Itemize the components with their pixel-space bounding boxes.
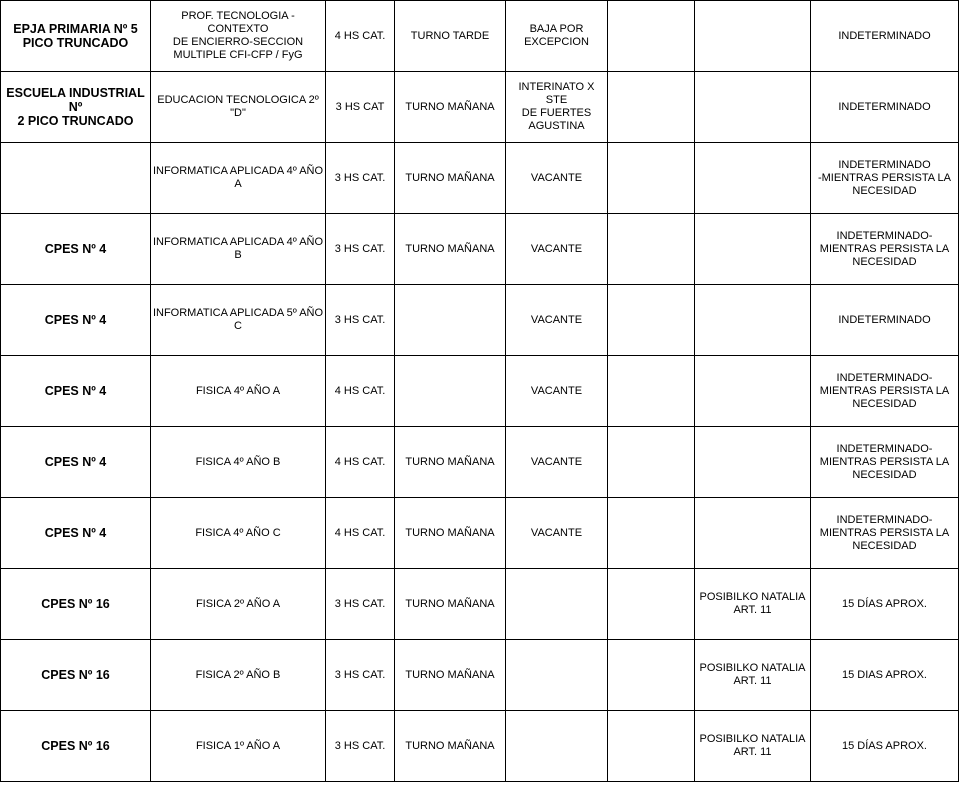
school-cell: EPJA PRIMARIA Nº 5 PICO TRUNCADO: [1, 1, 151, 72]
empty-cell: [608, 356, 695, 427]
shift-cell: TURNO MAÑANA: [395, 72, 506, 143]
empty-cell: [608, 569, 695, 640]
reason-cell: [506, 711, 608, 782]
table-row: [1, 427, 959, 498]
empty-cell: [608, 711, 695, 782]
replaced-teacher-cell: [695, 285, 811, 356]
table-row: [1, 1, 959, 72]
school-cell: [1, 143, 151, 214]
table-row: [1, 143, 959, 214]
replaced-teacher-cell: POSIBILKO NATALIA ART. 11: [695, 640, 811, 711]
shift-cell: TURNO MAÑANA: [395, 569, 506, 640]
shift-cell: TURNO MAÑANA: [395, 214, 506, 285]
replaced-teacher-cell: [695, 143, 811, 214]
table-row: [1, 711, 959, 782]
replaced-teacher-cell: POSIBILKO NATALIA ART. 11: [695, 569, 811, 640]
duration-cell: INDETERMINADO: [811, 72, 959, 143]
reason-cell: VACANTE: [506, 214, 608, 285]
hours-cell: 4 HS CAT.: [326, 498, 395, 569]
reason-cell: BAJA POR EXCEPCION: [506, 1, 608, 72]
empty-cell: [608, 214, 695, 285]
replaced-teacher-cell: [695, 1, 811, 72]
subject-cell: FISICA 4º AÑO A: [151, 356, 326, 427]
hours-cell: 3 HS CAT.: [326, 285, 395, 356]
reason-cell: VACANTE: [506, 356, 608, 427]
school-cell: CPES Nº 4: [1, 285, 151, 356]
shift-cell: [395, 356, 506, 427]
empty-cell: [608, 1, 695, 72]
duration-cell: INDETERMINADO- MIENTRAS PERSISTA LA NECESIDAD: [811, 498, 959, 569]
duration-cell: INDETERMINADO: [811, 1, 959, 72]
table-row: [1, 72, 959, 143]
duration-cell: 15 DÍAS APROX.: [811, 569, 959, 640]
hours-cell: 3 HS CAT.: [326, 711, 395, 782]
subject-cell: PROF. TECNOLOGIA -CONTEXTO DE ENCIERRO-SECCION MULTIPLE CFI-CFP / FyG: [151, 1, 326, 72]
subject-cell: INFORMATICA APLICADA 4º AÑO A: [151, 143, 326, 214]
school-cell: CPES Nº 16: [1, 569, 151, 640]
shift-cell: TURNO TARDE: [395, 1, 506, 72]
school-cell: CPES Nº 4: [1, 427, 151, 498]
hours-cell: 3 HS CAT.: [326, 143, 395, 214]
hours-cell: 3 HS CAT.: [326, 214, 395, 285]
table-row: [1, 214, 959, 285]
school-cell: CPES Nº 16: [1, 640, 151, 711]
table-row: [1, 640, 959, 711]
school-cell: CPES Nº 4: [1, 356, 151, 427]
table-row: [1, 356, 959, 427]
replaced-teacher-cell: [695, 356, 811, 427]
subject-cell: EDUCACION TECNOLOGICA 2º "D": [151, 72, 326, 143]
replaced-teacher-cell: POSIBILKO NATALIA ART. 11: [695, 711, 811, 782]
replaced-teacher-cell: [695, 498, 811, 569]
subject-cell: FISICA 2º AÑO A: [151, 569, 326, 640]
empty-cell: [608, 72, 695, 143]
replaced-teacher-cell: [695, 214, 811, 285]
duration-cell: INDETERMINADO: [811, 285, 959, 356]
duration-cell: 15 DÍAS APROX.: [811, 711, 959, 782]
table-row: [1, 498, 959, 569]
empty-cell: [608, 143, 695, 214]
reason-cell: [506, 569, 608, 640]
replaced-teacher-cell: [695, 72, 811, 143]
replaced-teacher-cell: [695, 427, 811, 498]
shift-cell: TURNO MAÑANA: [395, 498, 506, 569]
reason-cell: VACANTE: [506, 143, 608, 214]
shift-cell: TURNO MAÑANA: [395, 711, 506, 782]
table-body: [1, 1, 959, 782]
subject-cell: FISICA 4º AÑO B: [151, 427, 326, 498]
school-cell: CPES Nº 4: [1, 214, 151, 285]
duration-cell: INDETERMINADO- MIENTRAS PERSISTA LA NECESIDAD: [811, 214, 959, 285]
reason-cell: VACANTE: [506, 427, 608, 498]
empty-cell: [608, 498, 695, 569]
hours-cell: 4 HS CAT.: [326, 427, 395, 498]
reason-cell: VACANTE: [506, 285, 608, 356]
shift-cell: [395, 285, 506, 356]
empty-cell: [608, 427, 695, 498]
hours-cell: 3 HS CAT.: [326, 640, 395, 711]
reason-cell: VACANTE: [506, 498, 608, 569]
subject-cell: FISICA 4º AÑO C: [151, 498, 326, 569]
school-cell: CPES Nº 4: [1, 498, 151, 569]
shift-cell: TURNO MAÑANA: [395, 143, 506, 214]
table-row: [1, 285, 959, 356]
hours-cell: 4 HS CAT.: [326, 356, 395, 427]
school-cell: ESCUELA INDUSTRIAL Nº 2 PICO TRUNCADO: [1, 72, 151, 143]
hours-cell: 4 HS CAT.: [326, 1, 395, 72]
hours-cell: 3 HS CAT.: [326, 569, 395, 640]
table-row: [1, 569, 959, 640]
duration-cell: INDETERMINADO- MIENTRAS PERSISTA LA NECESIDAD: [811, 356, 959, 427]
shift-cell: TURNO MAÑANA: [395, 640, 506, 711]
subject-cell: FISICA 2º AÑO B: [151, 640, 326, 711]
duration-cell: 15 DIAS APROX.: [811, 640, 959, 711]
subject-cell: INFORMATICA APLICADA 5º AÑO C: [151, 285, 326, 356]
duration-cell: INDETERMINADO- MIENTRAS PERSISTA LA NECESIDAD: [811, 427, 959, 498]
empty-cell: [608, 640, 695, 711]
shift-cell: TURNO MAÑANA: [395, 427, 506, 498]
empty-cell: [608, 285, 695, 356]
reason-cell: [506, 640, 608, 711]
duration-cell: INDETERMINADO -MIENTRAS PERSISTA LA NECESIDAD: [811, 143, 959, 214]
hours-cell: 3 HS CAT: [326, 72, 395, 143]
subject-cell: FISICA 1º AÑO A: [151, 711, 326, 782]
subject-cell: INFORMATICA APLICADA 4º AÑO B: [151, 214, 326, 285]
school-cell: CPES Nº 16: [1, 711, 151, 782]
reason-cell: INTERINATO X STE DE FUERTES AGUSTINA: [506, 72, 608, 143]
